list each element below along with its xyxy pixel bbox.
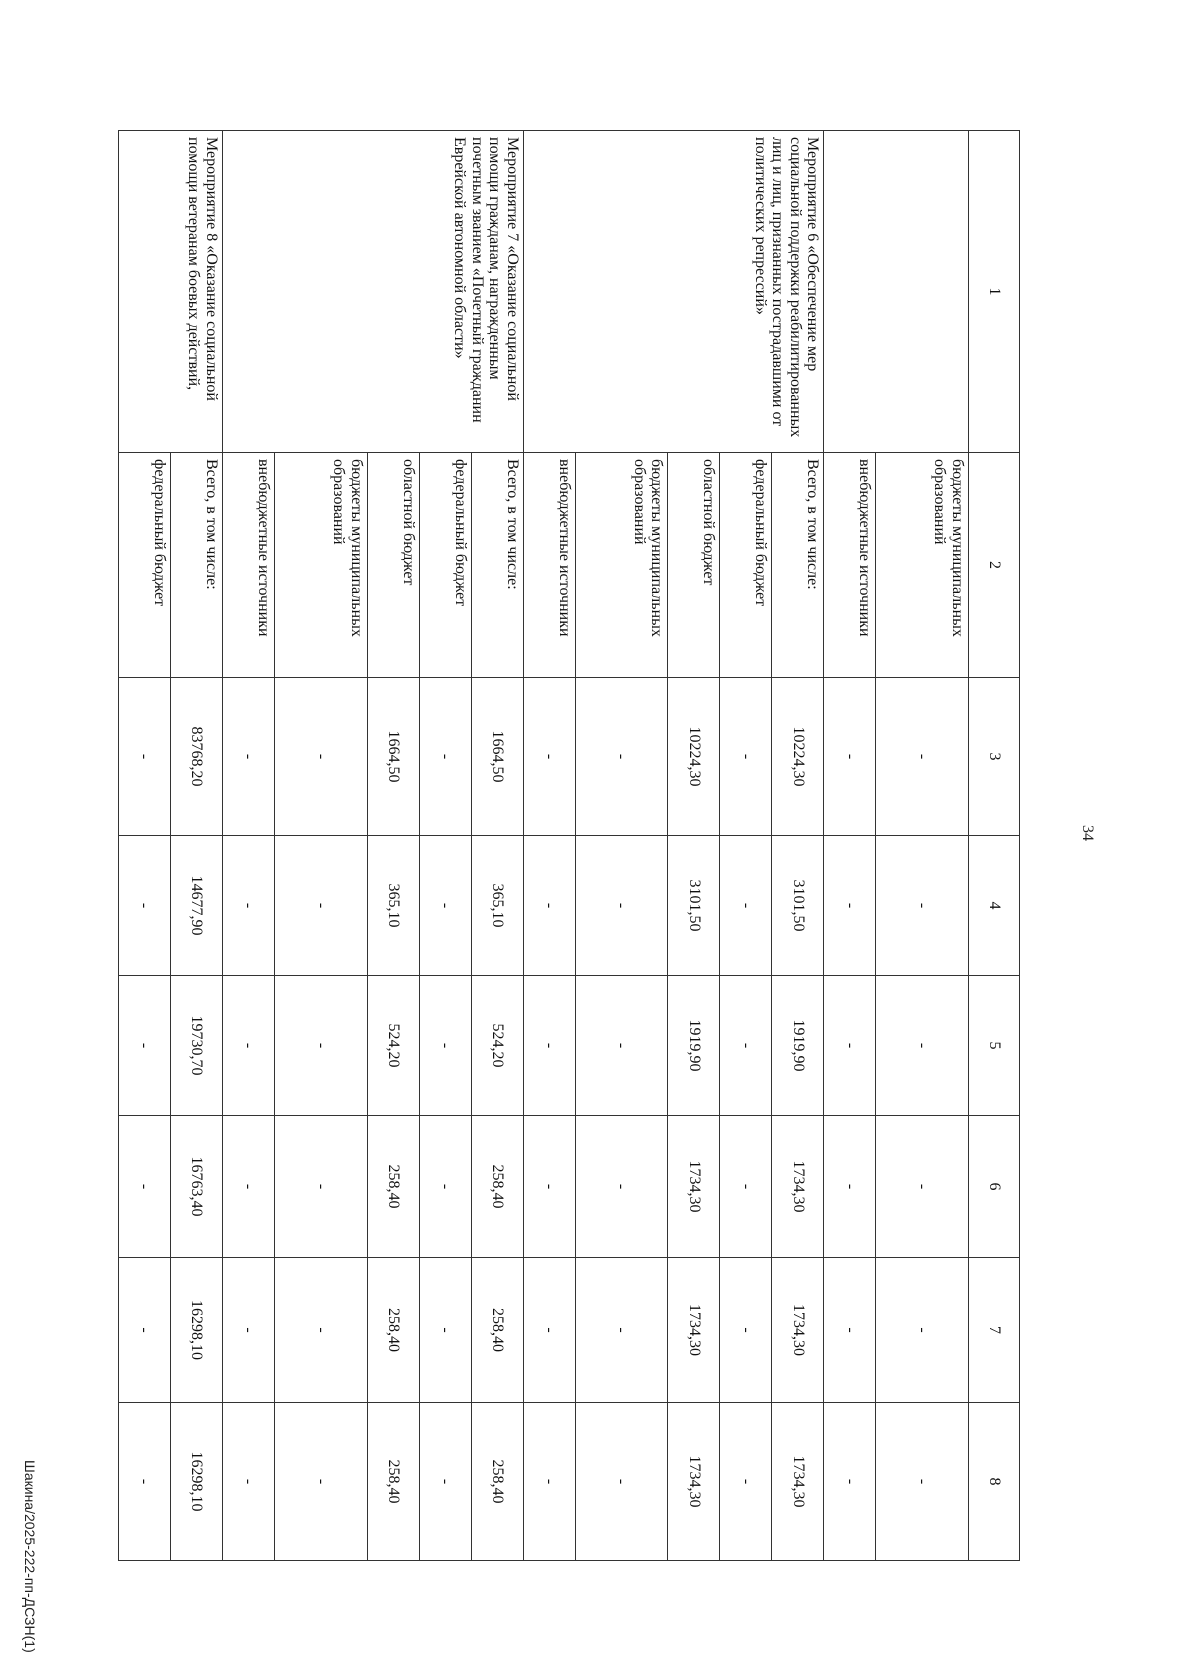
funding-source-cell: Всего, в том числе: — [772, 453, 824, 678]
value-cell: 524,20 — [367, 976, 419, 1116]
value-cell: - — [275, 976, 368, 1116]
value-cell: - — [720, 1403, 772, 1561]
value-cell: - — [876, 1116, 969, 1258]
value-cell: 1734,30 — [668, 1258, 720, 1403]
value-cell: 365,10 — [471, 836, 523, 976]
value-cell: 1734,30 — [772, 1258, 824, 1403]
funding-source-cell: федеральный бюджет — [119, 453, 171, 678]
value-cell: 14677,90 — [171, 836, 223, 976]
funding-source-cell: Всего, в том числе: — [171, 453, 223, 678]
rotated-table-container — [118, 130, 1020, 1560]
value-cell: - — [575, 1116, 668, 1258]
value-cell: - — [720, 1116, 772, 1258]
value-cell: - — [523, 1403, 575, 1561]
value-cell: - — [876, 1258, 969, 1403]
funding-source-cell: федеральный бюджет — [419, 453, 471, 678]
funding-source-cell: внебюджетные источники — [824, 453, 876, 678]
value-cell: 1919,90 — [668, 976, 720, 1116]
value-cell: - — [824, 1403, 876, 1561]
value-cell: - — [419, 1258, 471, 1403]
value-cell: 3101,50 — [772, 836, 824, 976]
page-number: 34 — [1079, 825, 1096, 841]
value-cell: 10224,30 — [668, 678, 720, 836]
value-cell: 1734,30 — [772, 1116, 824, 1258]
value-cell: - — [824, 1258, 876, 1403]
value-cell: - — [575, 1258, 668, 1403]
value-cell: - — [720, 678, 772, 836]
value-cell: - — [824, 836, 876, 976]
value-cell: - — [419, 678, 471, 836]
value-cell: 10224,30 — [772, 678, 824, 836]
value-cell: - — [223, 976, 275, 1116]
funding-source-cell: внебюджетные источники — [523, 453, 575, 678]
value-cell: 258,40 — [367, 1403, 419, 1561]
value-cell: 3101,50 — [668, 836, 720, 976]
column-header: 7 — [969, 1258, 1020, 1403]
value-cell: - — [720, 976, 772, 1116]
value-cell: 365,10 — [367, 836, 419, 976]
funding-source-cell: бюджеты муниципальных образований — [575, 453, 668, 678]
column-header: 1 — [969, 131, 1020, 453]
funding-table — [118, 130, 1020, 1561]
value-cell: - — [275, 678, 368, 836]
value-cell: - — [876, 836, 969, 976]
value-cell: - — [419, 1116, 471, 1258]
event-name-cell — [824, 131, 969, 453]
value-cell: 16763,40 — [171, 1116, 223, 1258]
value-cell: 524,20 — [471, 976, 523, 1116]
value-cell: 258,40 — [367, 1116, 419, 1258]
value-cell: 1734,30 — [668, 1403, 720, 1561]
table-body — [119, 131, 1020, 1561]
value-cell: 258,40 — [367, 1258, 419, 1403]
value-cell: - — [419, 1403, 471, 1561]
value-cell: - — [575, 836, 668, 976]
value-cell: - — [419, 836, 471, 976]
value-cell: - — [119, 678, 171, 836]
value-cell: 1664,50 — [367, 678, 419, 836]
column-header: 4 — [969, 836, 1020, 976]
value-cell: 16298,10 — [171, 1403, 223, 1561]
column-header: 2 — [969, 453, 1020, 678]
table-row — [471, 131, 523, 1561]
value-cell: - — [223, 1116, 275, 1258]
value-cell: - — [876, 1403, 969, 1561]
value-cell: - — [575, 1403, 668, 1561]
value-cell: 1664,50 — [471, 678, 523, 836]
value-cell: - — [119, 1258, 171, 1403]
value-cell: - — [523, 976, 575, 1116]
value-cell: 1734,30 — [772, 1403, 824, 1561]
column-header: 5 — [969, 976, 1020, 1116]
value-cell: - — [523, 678, 575, 836]
funding-source-cell: бюджеты муниципальных образований — [876, 453, 969, 678]
funding-source-cell: областной бюджет — [367, 453, 419, 678]
value-cell: - — [523, 1116, 575, 1258]
value-cell: - — [419, 976, 471, 1116]
value-cell: - — [523, 836, 575, 976]
event-name-cell: Мероприятие 6 «Обеспечение мер социальной поддержки реабилитированных лиц и лиц, признанных пострадавшими от политических репрессий» — [523, 131, 824, 453]
value-cell: - — [876, 678, 969, 836]
value-cell: - — [824, 1116, 876, 1258]
event-name-cell: Мероприятие 8 «Оказание социальной помощи ветеранам боевых действий, — [119, 131, 223, 453]
value-cell: - — [824, 678, 876, 836]
value-cell: - — [275, 1116, 368, 1258]
event-name-cell: Мероприятие 7 «Оказание социальной помощи гражданам, награжденным почетным званием «Почетный гражданин Еврейской автономной области» — [223, 131, 524, 453]
value-cell: - — [275, 836, 368, 976]
funding-source-cell: бюджеты муниципальных образований — [275, 453, 368, 678]
value-cell: 16298,10 — [171, 1258, 223, 1403]
funding-source-cell: внебюджетные источники — [223, 453, 275, 678]
value-cell: - — [223, 1403, 275, 1561]
value-cell: - — [119, 1403, 171, 1561]
value-cell: - — [275, 1403, 368, 1561]
table-row — [876, 131, 969, 1561]
value-cell: 258,40 — [471, 1403, 523, 1561]
value-cell: 258,40 — [471, 1258, 523, 1403]
column-header: 3 — [969, 678, 1020, 836]
funding-source-cell: федеральный бюджет — [720, 453, 772, 678]
value-cell: - — [876, 976, 969, 1116]
value-cell: - — [275, 1258, 368, 1403]
value-cell: - — [720, 1258, 772, 1403]
column-header: 6 — [969, 1116, 1020, 1258]
value-cell: - — [223, 836, 275, 976]
value-cell: 1919,90 — [772, 976, 824, 1116]
value-cell: - — [223, 678, 275, 836]
funding-source-cell: Всего, в том числе: — [471, 453, 523, 678]
value-cell: - — [523, 1258, 575, 1403]
column-header: 8 — [969, 1403, 1020, 1561]
value-cell: 1734,30 — [668, 1116, 720, 1258]
value-cell: 258,40 — [471, 1116, 523, 1258]
funding-source-cell: областной бюджет — [668, 453, 720, 678]
document-footer-id: Шакина/2025-222-пп-ДСЗН(1) — [22, 1460, 38, 1653]
value-cell: - — [720, 836, 772, 976]
table-row — [772, 131, 824, 1561]
value-cell: - — [824, 976, 876, 1116]
value-cell: 19730,70 — [171, 976, 223, 1116]
value-cell: - — [223, 1258, 275, 1403]
value-cell: - — [119, 1116, 171, 1258]
value-cell: - — [575, 678, 668, 836]
table-header-row — [969, 131, 1020, 1561]
table-row — [171, 131, 223, 1561]
value-cell: - — [575, 976, 668, 1116]
value-cell: - — [119, 976, 171, 1116]
value-cell: - — [119, 836, 171, 976]
value-cell: 83768,20 — [171, 678, 223, 836]
